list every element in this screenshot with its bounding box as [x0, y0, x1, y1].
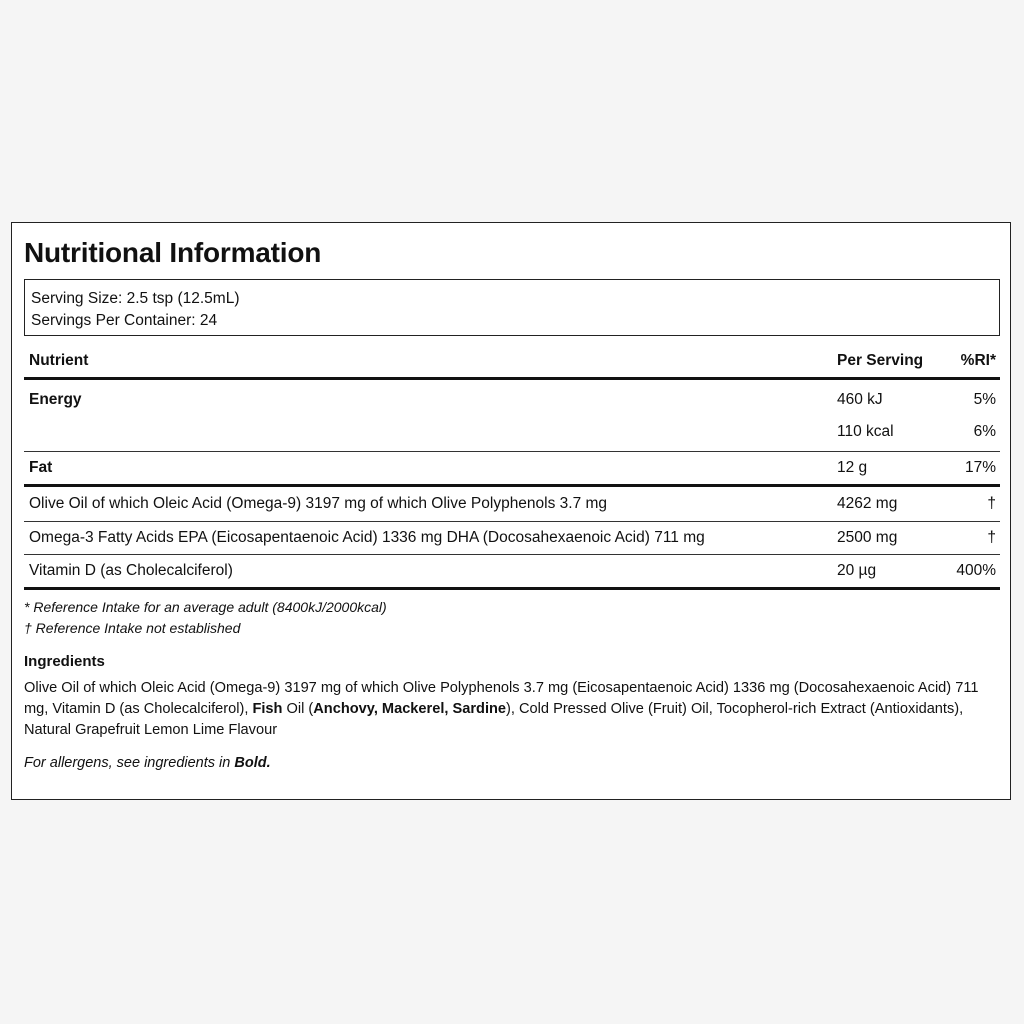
table-row-vitamin-d — [24, 555, 1000, 587]
footnotes — [24, 597, 387, 639]
table-row-energy-kj — [24, 384, 1000, 416]
ri-footnote: * Reference Intake for an average adult (8400kJ/2000kcal) — [24, 599, 387, 615]
table-row-olive-oil — [24, 487, 1000, 521]
nutrient-fat: Fat — [29, 459, 53, 476]
header-per-serving: Per Serving — [837, 352, 924, 369]
allergen-note-prefix: For allergens, see ingredients in — [24, 755, 235, 771]
ingredients-part-3: ), Cold Pressed Olive (Fruit) Oil, Tocopherol-rich Extract (Antioxidants), Natural Grapefruit Lemon Lime Flavour — [24, 701, 964, 738]
ingredients-part-1: Olive Oil of which Oleic Acid (Omega-9) 3197 mg of which Olive Polyphenols 3.7 mg (Eicosapentaenoic Acid) 1336 mg (Docosahexaenoic Acid) 711 mg, Vitamin D (as Cholecalciferol), — [24, 680, 979, 717]
energy-kj-ri: 5% — [973, 391, 996, 408]
olive-oil-value: 4262 mg — [837, 495, 898, 512]
table-row-omega-3 — [24, 522, 1000, 554]
omega-3-ri: † — [987, 529, 996, 546]
dagger-footnote: † Reference Intake not established — [24, 620, 241, 636]
allergen-note — [24, 755, 271, 771]
ingredients-part-2: Oil ( — [282, 701, 314, 717]
energy-kj-value: 460 kJ — [837, 391, 883, 408]
nutrient-omega-3: Omega-3 Fatty Acids EPA (Eicosapentaenoic Acid) 1336 mg DHA (Docosahexaenoic Acid) 711 mg — [29, 529, 705, 546]
fat-ri: 17% — [964, 459, 996, 476]
omega-3-value: 2500 mg — [837, 529, 898, 546]
table-header-row — [24, 345, 1000, 377]
energy-kcal-value: 110 kcal — [837, 423, 894, 440]
header-nutrient: Nutrient — [29, 352, 89, 369]
olive-oil-ri: † — [987, 495, 996, 512]
serving-info-box — [24, 279, 1000, 336]
ingredients-heading: Ingredients — [24, 653, 105, 670]
energy-kcal-ri: 6% — [973, 423, 996, 440]
vitamin-d-ri: 400% — [956, 562, 996, 579]
allergen-species: Anchovy, Mackerel, Sardine — [313, 701, 507, 717]
allergen-note-bold: Bold. — [234, 755, 271, 771]
nutrient-vitamin-d: Vitamin D (as Cholecalciferol) — [29, 562, 233, 579]
table-row-fat — [24, 452, 1000, 484]
page-title: Nutritional Information — [24, 237, 322, 268]
ingredients-text — [24, 678, 996, 741]
nutrient-energy: Energy — [29, 391, 82, 408]
servings-per-container: Servings Per Container: 24 — [31, 312, 218, 329]
nutrition-table — [24, 345, 1000, 590]
fat-value: 12 g — [837, 459, 868, 476]
header-ri: %RI* — [960, 352, 996, 369]
header-divider — [24, 377, 1000, 380]
table-bottom-divider — [24, 587, 1000, 590]
table-row-energy-kcal — [24, 416, 1000, 448]
serving-size: Serving Size: 2.5 tsp (12.5mL) — [31, 290, 240, 307]
nutrient-olive-oil: Olive Oil of which Oleic Acid (Omega-9) 3197 mg of which Olive Polyphenols 3.7 mg — [29, 495, 608, 512]
vitamin-d-value: 20 µg — [837, 562, 877, 579]
nutrition-label — [11, 222, 1011, 800]
allergen-fish: Fish — [252, 701, 283, 717]
